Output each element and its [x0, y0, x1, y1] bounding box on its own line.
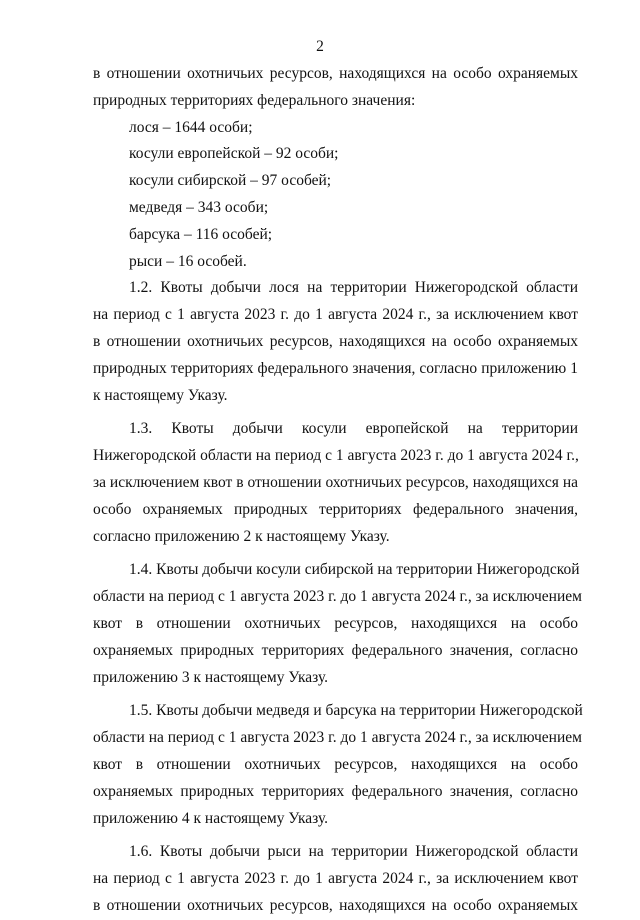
- text-line: 1.4. Квоты добычи косули сибирской на территории Нижегородской: [129, 561, 580, 579]
- text-line: медведя – 343 особи;: [129, 198, 269, 216]
- text-line: в отношении охотничьих ресурсов, находящихся на особо охраняемых: [93, 65, 578, 82]
- text-line: охраняемых природных территориях федерального значения, согласно: [93, 782, 578, 800]
- text-line: 1.6. Квоты добычи рыси на территории Нижегородской области: [129, 843, 578, 861]
- text-line: Нижегородской области на период с 1 августа 2023 г. до 1 августа 2024 г.,: [93, 447, 579, 465]
- page-number: 2: [316, 38, 324, 55]
- text-line: к настоящему Указу.: [93, 386, 228, 404]
- text-line: 1.5. Квоты добычи медведя и барсука на территории Нижегородской: [129, 702, 583, 720]
- text-line: 1.3. Квоты добычи косули европейской на территории: [129, 420, 578, 438]
- text-line: за исключением квот в отношении охотничьих ресурсов, находящихся на: [93, 473, 578, 491]
- text-line: согласно приложению 2 к настоящему Указу.: [93, 527, 390, 545]
- text-line: в отношении охотничьих ресурсов, находящихся на особо охраняемых: [93, 332, 578, 350]
- text-line: квот в отношении охотничьих ресурсов, находящихся на особо: [93, 755, 578, 773]
- text-line: на период с 1 августа 2023 г. до 1 августа 2024 г., за исключением квот: [93, 306, 578, 324]
- text-line: природных территориях федерального значения:: [93, 91, 416, 109]
- text-line: 1.2. Квоты добычи лося на территории Нижегородской области: [129, 279, 578, 297]
- paragraph-gap: [93, 409, 578, 416]
- text-line: охраняемых природных территориях федерального значения, согласно: [93, 641, 578, 659]
- text-line: квот в отношении охотничьих ресурсов, находящихся на особо: [93, 614, 578, 632]
- text-line: косули сибирской – 97 особей;: [129, 172, 332, 190]
- paragraph-gap: [93, 832, 578, 839]
- text-line: в отношении охотничьих ресурсов, находящихся на особо охраняемых: [93, 896, 578, 914]
- text-line: приложению 3 к настоящему Указу.: [93, 668, 329, 686]
- paragraph-gap: [93, 550, 578, 557]
- text-line: барсука – 116 особей;: [129, 225, 273, 243]
- paragraph-gap: [93, 691, 578, 698]
- text-line: области на период с 1 августа 2023 г. до 1 августа 2024 г., за исключением: [93, 588, 582, 606]
- text-line: природных территориях федерального значения, согласно приложению 1: [93, 359, 578, 377]
- document-body: [93, 61, 583, 920]
- text-line: приложению 4 к настоящему Указу.: [93, 809, 329, 827]
- text-line: особо охраняемых природных территориях федерального значения,: [93, 500, 578, 518]
- text-line: области на период с 1 августа 2023 г. до 1 августа 2024 г., за исключением: [93, 729, 582, 747]
- text-line: косули европейской – 92 особи;: [129, 145, 339, 163]
- text-line: рыси – 16 особей.: [129, 252, 247, 270]
- text-line: на период с 1 августа 2023 г. до 1 августа 2024 г., за исключением квот: [93, 870, 578, 888]
- text-line: лося – 1644 особи;: [129, 118, 253, 136]
